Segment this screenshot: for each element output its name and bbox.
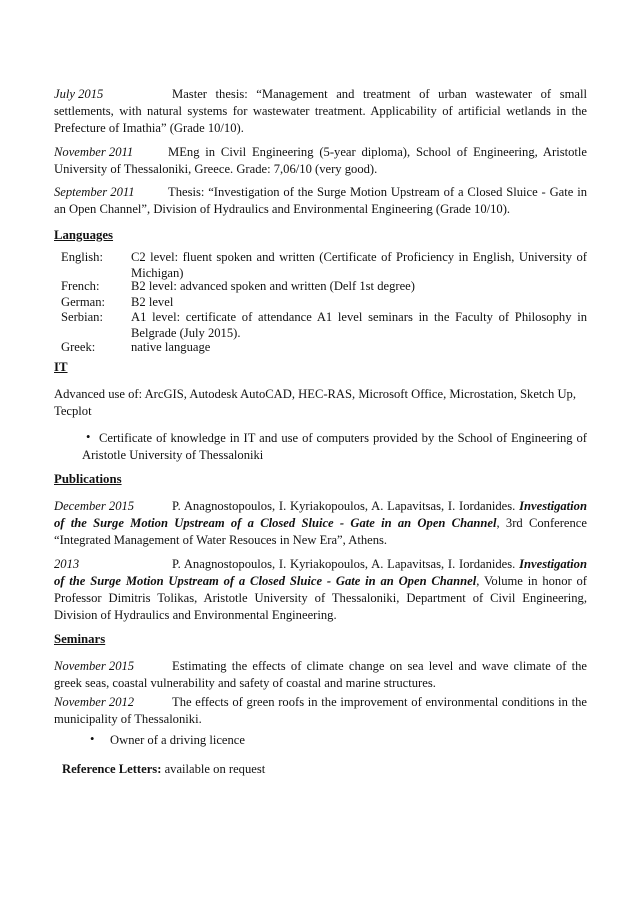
entry-text: The effects of green roofs in the improvement of environmental conditions in the municipality of Thessaloniki. xyxy=(54,695,587,726)
seminar-entry-2012 xyxy=(54,694,587,728)
language-desc: B2 level xyxy=(131,295,174,309)
entry-text: MEng in Civil Engineering (5-year diploma), School of Engineering, Aristotle University of Thessaloniki, Greece. Grade: 7,06/10 (very good). xyxy=(54,145,587,176)
entry-date: November 2011 xyxy=(54,145,134,159)
bullet-icon: • xyxy=(90,732,95,746)
reference-letters xyxy=(62,761,462,778)
publication-details: , 3rd Conference “Integrated Management of Water Resouces in New Era”, Athens. xyxy=(54,516,587,547)
publication-details: , Volume in honor of Professor Dimitris Tolikas, Aristotle University of Thessaloniki, Department of Civil Engineering, Division of Hydraulics and Environmental Engineering. xyxy=(54,574,588,622)
language-desc: B2 level: advanced spoken and written (Delf 1st degree) xyxy=(131,279,415,293)
language-name: English: xyxy=(61,250,103,264)
language-name: French: xyxy=(61,279,100,293)
education-entry-meng xyxy=(54,144,587,178)
entry-date: November 2015 xyxy=(54,659,135,673)
it-skills: Advanced use of: ArcGIS, Autodesk AutoCAD, HEC-RAS, Microsoft Office, Microstation, Sketch Up, Tecplot xyxy=(54,387,576,418)
entry-date: July 2015 xyxy=(54,87,104,101)
reference-value: available on request xyxy=(164,762,266,776)
publication-entry-2015 xyxy=(54,498,587,549)
languages-heading: Languages xyxy=(54,228,114,242)
entry-text: Estimating the effects of climate change on sea level and wave climate of the greek seas, coastal vulnerability and safety of coastal and marine structures. xyxy=(54,659,587,690)
education-entry-thesis xyxy=(54,86,587,137)
entry-text: Thesis: “Investigation of the Surge Motion Upstream of a Closed Sluice - Gate in an Open Channel”, Division of Hydraulics and Environmental Engineering (Grade 10/10). xyxy=(54,185,587,216)
language-desc: A1 level: certificate of attendance A1 level seminars in the Faculty of Philosophy in Belgrade (July 2015). xyxy=(131,310,587,340)
language-name: Serbian: xyxy=(61,310,103,324)
bullet-icon: • xyxy=(86,430,91,444)
publication-authors: P. Anagnostopoulos, I. Kyriakopoulos, A. Lapavitsas, I. Iordanides. xyxy=(172,557,516,571)
entry-date: November 2012 xyxy=(54,695,135,709)
publications-heading: Publications xyxy=(54,472,122,486)
publication-title: Investigation of the Surge Motion Upstream of a Closed Sluice - Gate in an Open Channel xyxy=(54,557,587,588)
it-heading: IT xyxy=(54,360,68,374)
language-name: German: xyxy=(61,295,106,309)
it-certificate: Certificate of knowledge in IT and use of computers provided by the School of Engineering of Aristotle University of Thessaloniki xyxy=(82,431,587,462)
driving-licence: Owner of a driving licence xyxy=(110,733,245,747)
entry-date: September 2011 xyxy=(54,185,135,199)
publication-entry-2013 xyxy=(54,556,587,624)
seminars-heading: Seminars xyxy=(54,632,106,646)
entry-date: 2013 xyxy=(54,557,80,571)
publication-authors: P. Anagnostopoulos, I. Kyriakopoulos, A. Lapavitsas, I. Iordanides. xyxy=(172,499,516,513)
language-desc: C2 level: fluent spoken and written (Certificate of Proficiency in English, University of Michigan) xyxy=(131,250,587,280)
entry-date: December 2015 xyxy=(54,499,135,513)
language-name: Greek: xyxy=(61,340,96,354)
reference-label: Reference Letters: xyxy=(62,762,162,776)
education-entry-diploma-thesis xyxy=(54,184,587,218)
publication-title: Investigation of the Surge Motion Upstream of a Closed Sluice - Gate in an Open Channel xyxy=(54,499,587,530)
entry-text: Master thesis: “Management and treatment of urban wastewater of small settlements, with natural systems for wastewater treatment. Applicability of artificial wetlands in the Prefecture of Imathia” (Grade 10/10). xyxy=(54,87,587,135)
language-desc: native language xyxy=(131,340,211,354)
seminar-entry-2015 xyxy=(54,658,587,692)
